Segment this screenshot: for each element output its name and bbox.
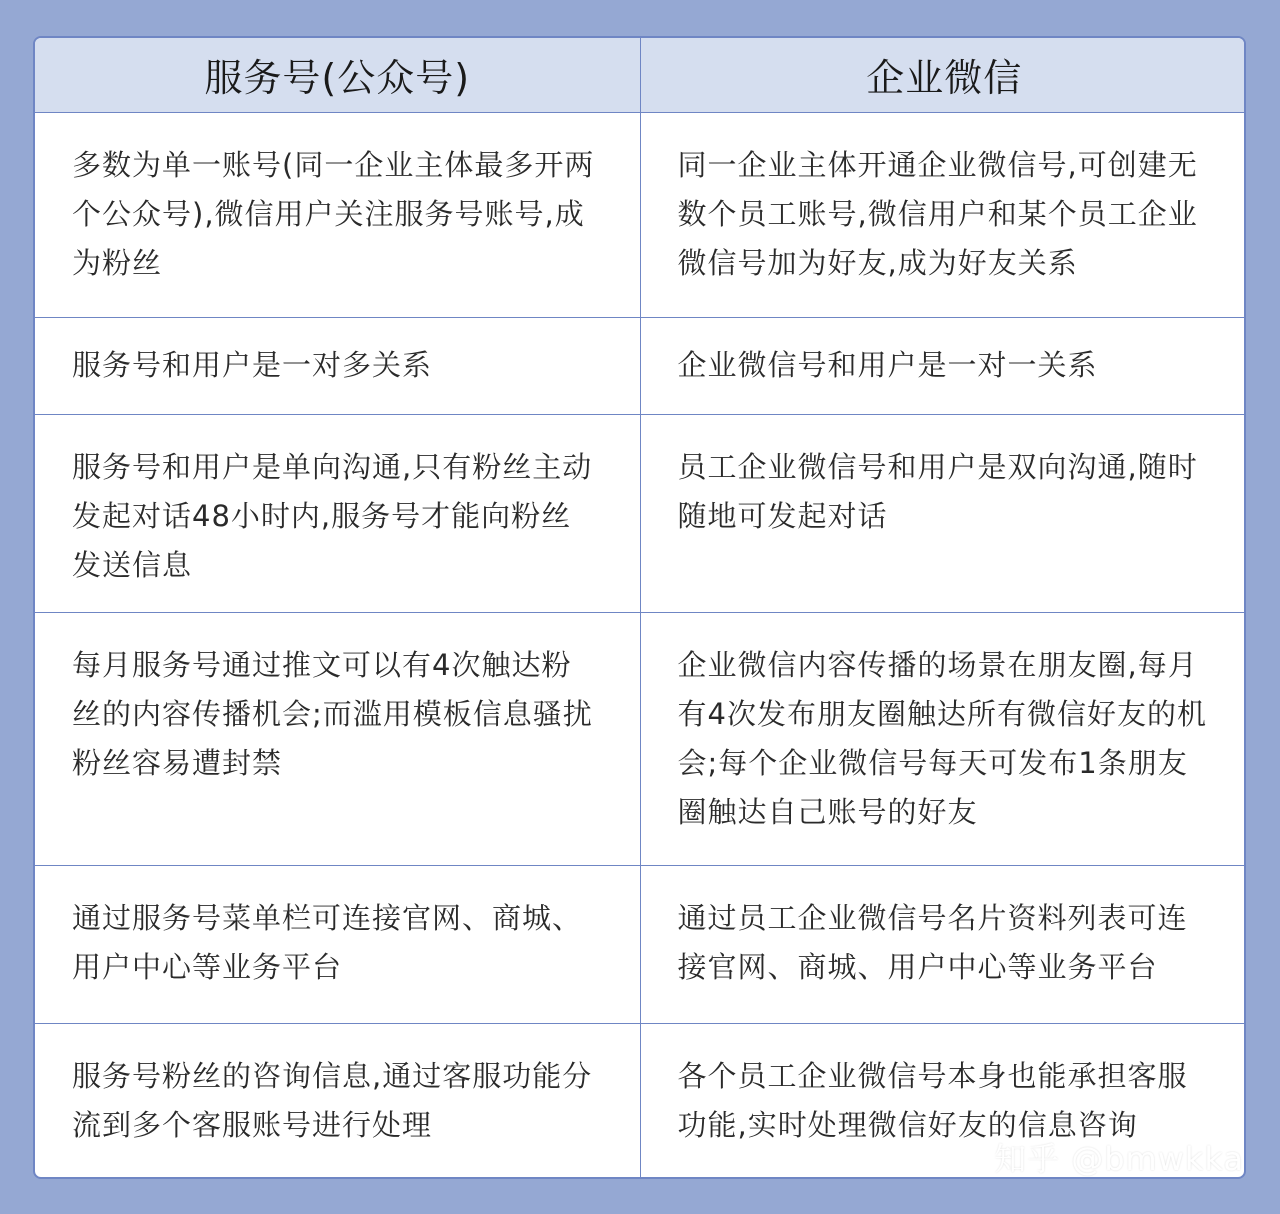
header-wecom: 企业微信 [640, 38, 1246, 112]
table-row [35, 414, 1246, 612]
header-service-account: 服务号(公众号) [35, 38, 640, 112]
cell-service-account: 服务号粉丝的咨询信息,通过客服功能分流到多个客服账号进行处理 [35, 1023, 640, 1179]
cell-wecom: 各个员工企业微信号本身也能承担客服功能,实时处理微信好友的信息咨询 [640, 1023, 1246, 1179]
cell-wecom: 通过员工企业微信号名片资料列表可连接官网、商城、用户中心等业务平台 [640, 865, 1246, 1023]
table-row [35, 317, 1246, 414]
cell-service-account: 通过服务号菜单栏可连接官网、商城、用户中心等业务平台 [35, 865, 640, 1023]
table-row [35, 112, 1246, 317]
cell-wecom: 企业微信号和用户是一对一关系 [640, 317, 1246, 414]
table-row [35, 612, 1246, 865]
table-header-row [35, 38, 1246, 112]
cell-service-account: 服务号和用户是一对多关系 [35, 317, 640, 414]
cell-service-account: 多数为单一账号(同一企业主体最多开两个公众号),微信用户关注服务号账号,成为粉丝 [35, 112, 640, 317]
watermark: 知乎 @bmwkka [994, 1140, 1244, 1178]
comparison-table [35, 38, 1246, 1179]
cell-wecom: 企业微信内容传播的场景在朋友圈,每月有4次发布朋友圈触达所有微信好友的机会;每个企业微信号每天可发布1条朋友圈触达自己账号的好友 [640, 612, 1246, 865]
cell-service-account: 每月服务号通过推文可以有4次触达粉丝的内容传播机会;而滥用模板信息骚扰粉丝容易遭封禁 [35, 612, 640, 865]
cell-wecom: 员工企业微信号和用户是双向沟通,随时随地可发起对话 [640, 414, 1246, 612]
comparison-table-container [33, 36, 1246, 1179]
cell-service-account: 服务号和用户是单向沟通,只有粉丝主动发起对话48小时内,服务号才能向粉丝发送信息 [35, 414, 640, 612]
table-row [35, 865, 1246, 1023]
cell-wecom: 同一企业主体开通企业微信号,可创建无数个员工账号,微信用户和某个员工企业微信号加为好友,成为好友关系 [640, 112, 1246, 317]
